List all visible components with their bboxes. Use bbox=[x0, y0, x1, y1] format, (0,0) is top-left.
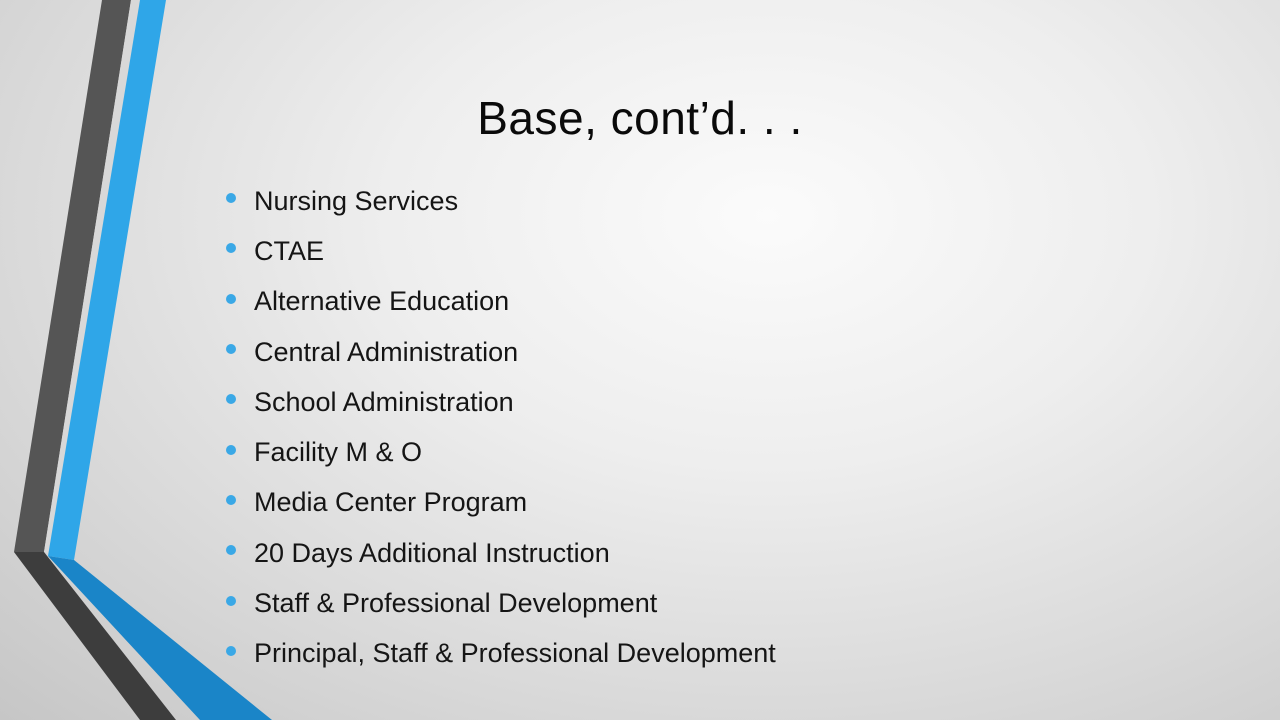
list-item bbox=[226, 478, 776, 528]
bullet-label: Facility M & O bbox=[254, 437, 423, 468]
bullet-icon bbox=[226, 243, 236, 253]
list-item bbox=[226, 277, 776, 327]
list-item bbox=[226, 528, 776, 578]
bullet-icon bbox=[226, 394, 236, 404]
bullet-icon bbox=[226, 445, 236, 455]
list-item bbox=[226, 578, 776, 628]
list-item bbox=[226, 427, 776, 477]
list-item bbox=[226, 327, 776, 377]
bullet-icon bbox=[226, 646, 236, 656]
bullet-icon bbox=[226, 495, 236, 505]
bullet-label: Principal, Staff & Professional Development bbox=[254, 638, 776, 669]
bullet-label: Nursing Services bbox=[254, 185, 459, 216]
bullet-icon bbox=[226, 344, 236, 354]
list-item bbox=[226, 629, 776, 679]
bullet-label: Alternative Education bbox=[254, 286, 510, 317]
bullet-label: School Administration bbox=[254, 386, 514, 417]
bullet-label: 20 Days Additional Instruction bbox=[254, 537, 610, 568]
list-item bbox=[226, 226, 776, 276]
bullet-icon bbox=[226, 193, 236, 203]
bullet-label: Media Center Program bbox=[254, 487, 528, 518]
bullet-icon bbox=[226, 294, 236, 304]
bullet-label: Central Administration bbox=[254, 336, 519, 367]
bullet-label: Staff & Professional Development bbox=[254, 588, 658, 619]
bullet-label: CTAE bbox=[254, 235, 325, 266]
slide-title: Base, cont’d. . . bbox=[477, 92, 803, 144]
bullet-icon bbox=[226, 596, 236, 606]
list-item bbox=[226, 377, 776, 427]
list-item bbox=[226, 176, 776, 226]
bullet-list bbox=[226, 176, 776, 679]
bullet-icon bbox=[226, 545, 236, 555]
